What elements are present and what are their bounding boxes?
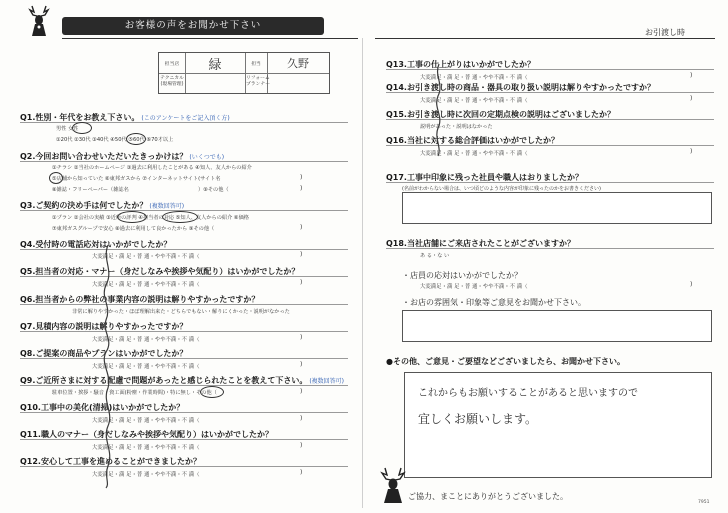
other-handwriting-line2: 宜しくお願いします。 [418,412,538,426]
q16-label: Q16.当社に対する総合評価はいかがでしたか？ [386,136,559,145]
q3-line1: ①プラン ②会社の実績 ③近所の評判 ④担当者の対応 ⑤知人、友人からの紹介 ⑥価格 [52,215,249,221]
q4-scale: 大変満足・満 足・普 通・やや不満・不 満（ [92,254,200,260]
survey-title: お客様の声をお聞かせ下さい [124,20,262,31]
q14-label: Q14.お引き渡し時の商品・器具の取り扱い説明は解りやすかったですか？ [386,83,655,92]
q12-label: Q12.安心して工事を進めることができましたか？ [20,457,201,466]
q10-label: Q10.工事中の美化(清掃)はいかがでしたか？ [20,403,185,412]
q18-label: Q18.当社店舗にご来店されたことがございますか？ [386,239,575,248]
q2-line1: ①チラシ ②当社のホームページ ③過去に利用したことがある ④知人、友人からの紹介 [52,165,252,171]
store-label: 担当店 [164,62,180,67]
q6-label: Q6.担当者からの弊社の事業内容の説明は解りやすかったですか？ [20,295,260,304]
q12-scale: 大変満足・満 足・普 通・やや不満・不 満（ [92,472,200,478]
q1-gender: 男性 女性 [56,126,79,132]
tech-label: テクニカル (現場管理) [160,76,184,87]
form-code: 7951 [698,500,710,505]
q7-scale: 大変満足・満 足・普 通・やや不満・不 満（ [92,337,200,343]
column-divider [362,38,363,508]
q15-options: 説明があった・説明はなかった [420,124,493,130]
q1-age-circle [126,133,146,145]
q8-label: Q8.ご提案の商品やプランはいかがでしたか？ [20,349,188,358]
q18-sub2: ・お店の雰囲気・印象等ご意見をお聞かせ下さい。 [402,298,586,307]
pen-stroke-right [424,60,454,160]
staff-table [158,52,330,94]
staff-label: 担当 [251,62,261,67]
survey-page: お客様の声をお聞かせ下さい お引渡し時 担当店 緑 担当 久野 テクニカル (現場管理) リフォーム プランナー Q1.性別・年代をお教え下さい。 (このアンケートをご記入頂く方) 男性 女性 ①20代 ②30代 ③40代 ④50代 ⑤60代 ⑥70才以上 Q2.今回お問い合わせいただいたきっかけは？ (いくつでも) ①チラシ ②当社のホームページ ③過去に利用したことがある ④知人、友人からの紹介 ⑤店舗から知っていた ⑥東邦ガスから ⑦インターネットサイト(サイト名 ) ⑧雑誌・フリーペーパー（雑誌名 ）⑨その他（ ) Q3.ご契約の決め手は何でしたか？ (複数回答可) ①プラン ②会社の実績 ③近所の評判 ④担当者の対応 ⑤知人、友人からの紹介 ⑥価格 ⑦東邦ガスグループで安心 ⑧過去に利用して良かったから ⑨その他（ ) Q4.受付時の電話応対はいかがでしたか？ 大変満足・満 足・普 通・やや不満・不 満（ ) Q5.担当者の対応・マナー（身だしなみや挨拶や気配り）はいかがでしたか？ 大変満足・満 足・普 通・やや不満・不 満（ ) Q6.担当者からの弊社の事業内容の説明は解りやすかったですか？ 非常に解りやすかった・ほぼ理解出来た・どちらでもない・解りにくかった・説明がなかった Q7.見積内容の説明は解りやすかったですか？ 大変満足・満 足・普 通・やや不満・不 満（ ) Q8.ご提案の商品やプランはいかがでしたか？ 大変満足・満 足・普 通・やや不満・不 満（ ) Q9.ご近所さまに対する配慮で問題があったと感じられたことを教えて下さい。 (複数回答可) 駐車位置・挨拶・騒音・資工面(粉塵・作業時間)・特に無し・その他（ ) Q10.工事中の美化(清掃)はいかがでしたか？ 大変満足・満 足・普 通・やや不満・不 満（ ) Q11.職人のマナー（身だしなみや挨拶や気配り）はいかがでしたか？ 大変満足・満 足・普 通・やや不満・不 満（ ) Q12.安心して工事を進めることができましたか？ 大変満足・満 足・普 通・やや不満・不 満（ ) Q13.工事の仕上がりはいかがでしたか？ 大変満足・満 足・普 通・やや不満・不 満（ ) Q14.お引き渡し時の商品・器具の取り扱い説明は解りやすかったですか？ 大変満足・満 足・普 通・やや不満・不 満（ ) Q15.お引き渡し時に次回の定期点検の説明はございましたか？ 説明があった・説明はなかった Q16.当社に対する総合評価はいかがでしたか？ 大変満足・満 足・普 通・やや不満・不 満（ ) Q17.工事中印象に残った社員や職人はおりましたか？ (名前がわからない場合は、いつ頃どのような内容が印象に残ったのかをお書きください) Q18.当社店舗にご来店されたことがございますか？ あ る・な い ・店員の応対はいかがでしたか？ 大変満足・満 足・普 通・やや不満・不 満（ ) ・お店の雰囲気・印象等ご意見をお聞かせ下さい。 ●その他、ご意見・ご要望などございましたら、お聞かせ下さい。 これからもお願いすることがあると思いますので 宜しくお願いします。 ご協力、まことにありがとうございました。 7951 [0,0,728,513]
q18-options: あ る・な い [420,253,450,259]
q18-answer-box[interactable] [402,310,712,342]
q3-circle-a [117,211,147,223]
right-header-underline [375,38,715,39]
q11-scale: 大変満足・満 足・普 通・やや不満・不 満（ [92,445,200,451]
q2-line3b: ）⑨その他（ [198,187,229,193]
other-handwriting-line1: これからもお願いすることがあると思いますので [418,388,638,399]
q3-circle-b [162,211,198,223]
q17-hint: (名前がわからない場合は、いつ頃どのような内容が印象に残ったのかをお書きください) [402,186,601,192]
q18-sub1: ・店員の応対はいかがでしたか？ [402,271,522,280]
q17-answer-box[interactable] [402,192,712,224]
q17-label: Q17.工事中印象に残った社員や職人はおりましたか？ [386,173,583,182]
q9-options: 駐車位置・挨拶・騒音・資工面(粉塵・作業時間)・特に無し・その他（ [52,390,217,396]
q4-label: Q4.受付時の電話応対はいかがでしたか？ [20,240,172,249]
q3-line2: ⑦東邦ガスグループで安心 ⑧過去に利用して良かったから ⑨その他（ [52,226,215,232]
q3-label: Q3.ご契約の決め手は何でしたか？ (複数回答可) [20,201,185,210]
thanks-text: ご協力、まことにありがとうございました。 [408,492,568,501]
q2-circle [49,172,63,184]
q10-scale: 大変満足・満 足・普 通・やや不満・不 満（ [92,418,200,424]
q6-options: 非常に解りやすかった・ほぼ理解出来た・どちらでもない・解りにくかった・説明がなかった [72,309,290,315]
q1-ages: ①20代 ②30代 ③40代 ④50代 ⑤60代 ⑥70才以上 [56,137,174,143]
q5-scale: 大変満足・満 足・普 通・やや不満・不 満（ [92,282,200,288]
survey-title-bar [62,17,324,35]
deer-footer-icon [376,465,410,505]
deer-logo-icon [24,4,54,38]
q9-circle [200,386,224,398]
other-label: ●その他、ご意見・ご要望などございましたら、お聞かせ下さい。 [386,357,625,366]
q13-scale: 大変満足・満 足・普 通・やや不満・不 満（ [420,75,528,81]
q2-line2: ⑤店舗から知っていた ⑥東邦ガスから ⑦インターネットサイト(サイト名 [52,176,221,182]
q9-label: Q9.ご近所さまに対する配慮で問題があったと感じられたことを教えて下さい。 (複数回答可) [20,376,345,385]
delivery-label: お引渡し時 [645,28,685,37]
q11-label: Q11.職人のマナー（身だしなみや挨拶や気配り）はいかがでしたか？ [20,430,273,439]
reform-label: リフォーム プランナー [246,76,270,87]
q7-label: Q7.見積内容の説明は解りやすかったですか？ [20,322,188,331]
q2-label: Q2.今回お問い合わせいただいたきっかけは？ (いくつでも) [20,152,225,161]
q14-scale: 大変満足・満 足・普 通・やや不満・不 満（ [420,98,528,104]
q16-scale: 大変満足・満 足・普 通・やや不満・不 満（ [420,151,528,157]
q15-label: Q15.お引き渡し時に次回の定期点検の説明はございましたか？ [386,110,615,119]
q18-scale: 大変満足・満 足・普 通・やや不満・不 満（ [420,284,528,290]
q2-line3: ⑧雑誌・フリーペーパー（雑誌名 [52,187,129,193]
q1-gender-circle [72,122,92,134]
q13-label: Q13.工事の仕上がりはいかがでしたか？ [386,60,535,69]
q1-label: Q1.性別・年代をお教え下さい。 (このアンケートをご記入頂く方) [20,113,230,122]
staff-value: 久野 [287,57,309,70]
title-underline [62,38,358,39]
pen-stroke-left [88,240,128,490]
store-value: 緑 [208,58,222,73]
q5-label: Q5.担当者の対応・マナー（身だしなみや挨拶や気配り）はいかがでしたか？ [20,267,300,276]
q8-scale: 大変満足・満 足・普 通・やや不満・不 満（ [92,364,200,370]
